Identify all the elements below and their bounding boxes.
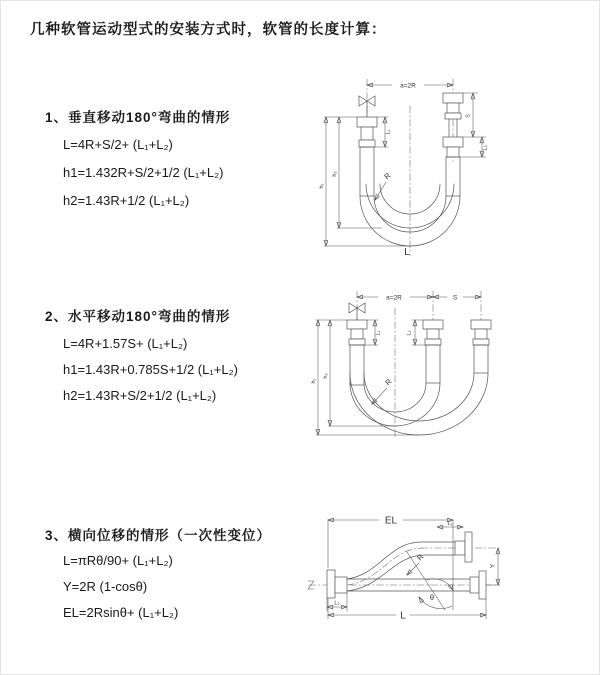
dim-label-l2: L₂ xyxy=(406,330,413,336)
braided-hose-section xyxy=(446,157,460,196)
dim-label-l1: L₁ xyxy=(375,330,382,336)
dim-label-l2: L₂ xyxy=(334,600,340,607)
left-flange-fitting xyxy=(327,570,347,598)
formula-line: h2=1.43R+1/2 (L₁+L₂) xyxy=(63,193,190,208)
braided-hose-section xyxy=(474,345,488,373)
dimension-l1 xyxy=(437,521,463,527)
section-3-formulas xyxy=(63,548,178,626)
dim-label-l2: L₂ xyxy=(482,145,489,151)
dimension-a-2r xyxy=(367,83,453,90)
dimension-s xyxy=(433,295,481,302)
dim-label-r: R xyxy=(383,376,394,388)
section-2-heading: 2、水平移动180°弯曲的情形 xyxy=(45,309,231,324)
dim-label-l: L xyxy=(400,610,406,622)
dimension-h2 xyxy=(332,117,382,228)
formula-line: h2=1.43R+S/2+1/2 (L₁+L₂) xyxy=(63,388,217,403)
dimension-a-2r xyxy=(357,295,433,302)
section-3 xyxy=(45,524,271,544)
dim-label-l1: L₁ xyxy=(447,521,453,527)
formula-line: h1=1.432R+S/2+1/2 (L₁+L₂) xyxy=(63,165,224,180)
dim-label-r: R xyxy=(382,170,393,182)
dim-label-s: S xyxy=(465,114,472,118)
dim-label-h2: h₂ xyxy=(332,171,338,177)
radius-callout xyxy=(375,171,393,200)
formula-line: L=πRθ/90+ (L₁+L₂) xyxy=(63,553,173,568)
section-2-formulas xyxy=(63,331,238,409)
dim-label-l: L xyxy=(404,247,410,258)
formula-line: L=4R+S/2+ (L₁+L₂) xyxy=(63,137,173,152)
dim-label-h1: h₁ xyxy=(311,378,317,384)
radius-callout xyxy=(372,377,394,404)
right-flange-fitting-lower xyxy=(443,137,463,196)
section-1 xyxy=(45,106,230,126)
dim-label-r: R xyxy=(415,552,426,563)
braided-hose-section xyxy=(360,147,374,196)
dimension-s xyxy=(463,93,486,137)
dim-label-a2r: a=2R xyxy=(386,294,402,302)
diagram-vertical-180-bend xyxy=(312,66,552,261)
right-flange-fitting xyxy=(470,571,486,599)
dim-label-l1: L₁ xyxy=(385,129,392,135)
formula-line: Y=2R (1-cosθ) xyxy=(63,579,148,594)
braided-hose-section xyxy=(350,345,364,385)
right-flange-fitting xyxy=(471,320,491,373)
section-2 xyxy=(45,305,230,325)
dim-label-a2r: a=2R xyxy=(400,82,416,90)
hose-displaced-position xyxy=(347,542,455,591)
braided-hose-section xyxy=(426,345,440,383)
angle-theta-construction xyxy=(407,552,453,610)
hose-u-bend xyxy=(350,373,488,435)
formula-line: h1=1.43R+0.785S+1/2 (L₁+L₂) xyxy=(63,362,238,377)
middle-flange-fitting xyxy=(423,320,443,383)
formula-line: L=4R+1.57S+ (L₁+L₂) xyxy=(63,336,188,351)
upper-flange-fitting xyxy=(455,532,472,562)
dim-label-h1: h₁ xyxy=(319,183,325,189)
section-1-formulas xyxy=(63,131,224,215)
section-3-heading: 3、横向位移的情形（一次性变位） xyxy=(45,528,272,543)
diagram-lateral-displacement xyxy=(303,500,508,635)
left-flange-fitting xyxy=(357,117,377,196)
dim-label-theta: θ xyxy=(429,593,435,602)
dimension-l2 xyxy=(460,137,489,157)
dim-label-h2: h₂ xyxy=(323,373,329,379)
section-1-heading: 1、垂直移动180°弯曲的情形 xyxy=(45,110,231,125)
dim-label-y: Y xyxy=(489,563,497,569)
dimension-l1 xyxy=(375,117,392,147)
dim-label-el: EL xyxy=(384,515,398,527)
page-title: 几种软管运动型式的安装方式时，软管的长度计算： xyxy=(30,22,387,38)
diagram-horizontal-180-bend xyxy=(306,278,546,448)
dimension-y xyxy=(486,548,500,585)
dim-label-s: S xyxy=(452,294,458,302)
formula-line: EL=2Rsinθ+ (L₁+L₂) xyxy=(63,605,179,620)
dimension-l xyxy=(328,598,486,622)
